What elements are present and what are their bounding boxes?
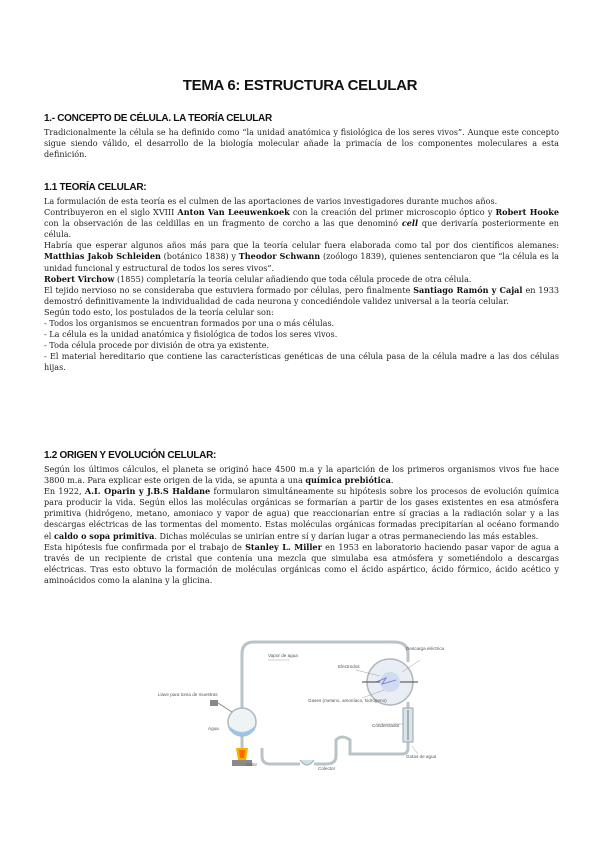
section-1-heading: 1.- CONCEPTO DE CÉLULA. LA TEORÍA CELULAR bbox=[44, 113, 272, 124]
collector bbox=[300, 760, 314, 765]
section-1-2-body bbox=[44, 464, 559, 586]
text-run: En 1922, bbox=[44, 486, 85, 497]
person-name: Anton Van Leeuwenkoek bbox=[177, 207, 290, 218]
person-name: Santiago Ramón y Cajal bbox=[413, 284, 523, 295]
text-run: en 1933 demostró definitivamente la individualidad de cada neurona y concediéndole validez universal a la teoría celular. bbox=[44, 284, 559, 306]
text-run: . Dichas moléculas se unirían entre sí y darían lugar a otras permaneciendo las más estables. bbox=[154, 530, 539, 541]
text-run: con la observación de las celdillas en un fragmento de corcho a las que denominó bbox=[44, 218, 402, 229]
text-run: El tejido nervioso no se consideraba que estuviera formado por células, pero finalmente bbox=[44, 284, 414, 295]
text-run: que derivaría posteriormente en célula. bbox=[44, 218, 559, 240]
paragraph bbox=[44, 542, 559, 586]
label-gases: Gases (metano, amoníaco, hidrógeno) bbox=[308, 698, 387, 703]
section-1-body bbox=[44, 127, 559, 160]
text-run: con la creación del primer microscopio óptico y bbox=[289, 207, 496, 218]
paragraph bbox=[44, 274, 559, 285]
text-run: Según los últimos cálculos, el planeta se originó hace 4500 m.a y la aparición de los primeros organismos vivos fue hace 3800 m.a. Para explicar este origen de la vida, se apunta a una bbox=[44, 464, 559, 486]
label-calor: Calor bbox=[246, 762, 257, 767]
text-run: . bbox=[390, 475, 394, 486]
label-vapor: Vapor de agua bbox=[268, 653, 298, 658]
paragraph: Tradicionalmente la célula se ha definido como “la unidad anatómica y fisiológica de los seres vivos”. Aunque este concepto sigue siendo válido, el desarrollo de la biología molecular añade la primacía de los componentes moleculares a esta definición. bbox=[44, 127, 559, 160]
list-item: - Todos los organismos se encuentran formados por una o más células. bbox=[44, 318, 335, 329]
person-name: Robert Virchow bbox=[44, 273, 115, 284]
text-run: (1855) completaría la teoría celular añadiendo que toda célula procede de otra célula. bbox=[114, 273, 472, 284]
label-colector: Colector bbox=[318, 766, 336, 771]
section-1-1-heading: 1.1 TEORÍA CELULAR: bbox=[44, 182, 147, 193]
label-electrodos: Electrodos bbox=[338, 664, 360, 669]
text-run: (botánico 1838) y bbox=[160, 251, 239, 262]
person-name: Matthias Jakob Schleiden bbox=[44, 251, 161, 262]
stopcock bbox=[210, 700, 218, 706]
person-name: Theodor Schwann bbox=[238, 251, 321, 262]
list-item: - El material hereditario que contiene las características genéticas de una célula pasa de la célula madre a las dos células hijas. bbox=[44, 351, 559, 373]
text-run: formularon simultáneamente su hipótesis sobre los procesos de evolución química para producir la vida. Según ellos las moléculas orgánicas se formarían a partir de los gases existentes en esa atmósfera primitiva (hidrógeno, metano, amoniaco y vapor de agua) que reaccionarían entre sí gracias a la radiación solar y a las descargas eléctricas de las tormentas del momento. Estas moléculas orgánicas formadas precipitarían al océano formando el bbox=[44, 486, 560, 541]
label-condensador: Condensador bbox=[372, 723, 400, 728]
text-run: (zoólogo 1839), quienes sentenciaron que “la célula es la unidad funcional y estructural de todos los seres vivos”. bbox=[44, 251, 559, 273]
paragraph bbox=[44, 240, 559, 273]
paragraph bbox=[44, 207, 559, 240]
miller-experiment-figure bbox=[150, 630, 450, 780]
label-llave: Llave para toma de muestras bbox=[158, 692, 218, 697]
paragraph: La formulación de esta teoría es el culmen de las aportaciones de varios investigadores durante muchos años. bbox=[44, 196, 498, 206]
paragraph: Según todo esto, los postulados de la teoría celular son: bbox=[44, 306, 274, 317]
text-run: Esta hipótesis fue confirmada por el trabajo de bbox=[44, 541, 246, 552]
person-name: A.I. Oparin y J.B.S Haldane bbox=[84, 486, 211, 497]
person-name: Robert Hooke bbox=[495, 207, 559, 218]
label-descarga: Descarga eléctrica bbox=[406, 646, 445, 651]
term: caldo o sopa primitiva bbox=[53, 530, 155, 541]
paragraph bbox=[44, 285, 559, 307]
section-1-2-heading: 1.2 ORIGEN Y EVOLUCIÓN CELULAR: bbox=[44, 450, 217, 461]
term: química prebiótica bbox=[305, 475, 391, 486]
label-gotas: Gotas de agua bbox=[406, 754, 437, 759]
section-1-1-body bbox=[44, 196, 559, 374]
list-item: - La célula es la unidad anatómica y fisiológica de todos los seres vivos. bbox=[44, 329, 338, 340]
document-title: TEMA 6: ESTRUCTURA CELULAR bbox=[182, 77, 418, 94]
list-item: - Toda célula procede por división de otra ya existente. bbox=[44, 340, 270, 351]
term: cell bbox=[401, 218, 419, 229]
paragraph bbox=[44, 486, 559, 541]
text-run: Habría que esperar algunos años más para que la teoría celular fuera elaborada como tal por dos científicos alemanes: bbox=[44, 240, 559, 251]
text-run: Contribuyeron en el siglo XVIII bbox=[44, 207, 178, 218]
text-run: en 1953 en laboratorio haciendo pasar vapor de agua a través de un recipiente de cristal que contenía una mezcla que simulaba esa atmósfera y sometiéndolo a descargas eléctricas. Tras esto obtuvo la formación de moléculas orgánicas como el ácido aspártico, ácido fórmico, ácido acético y aminoácidos como la alanina y la glicina. bbox=[44, 541, 559, 585]
label-agua: Agua bbox=[208, 726, 219, 731]
person-name: Stanley L. Miller bbox=[245, 541, 322, 552]
paragraph bbox=[44, 464, 559, 486]
